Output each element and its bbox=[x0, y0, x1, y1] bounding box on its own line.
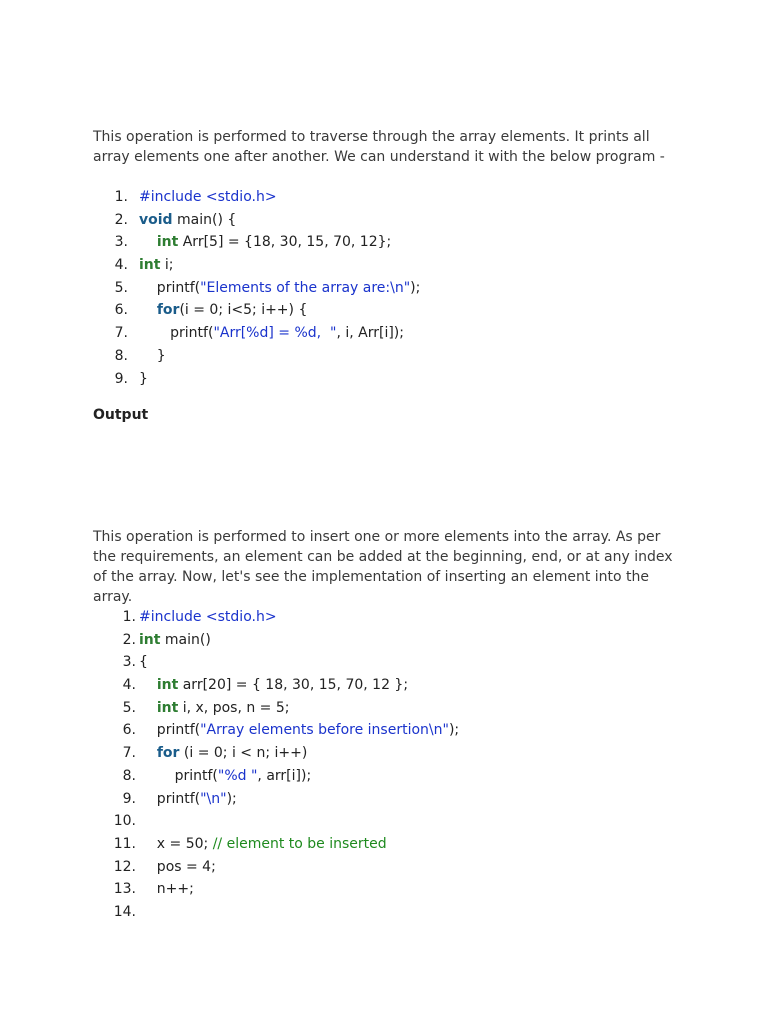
code-keyword: void bbox=[139, 211, 173, 228]
code-token: , i, Arr[i]); bbox=[336, 325, 404, 342]
code-text bbox=[139, 231, 391, 253]
code-token: } bbox=[139, 370, 148, 387]
code-string: "Array elements before insertion\n" bbox=[200, 722, 449, 739]
code-line bbox=[93, 719, 683, 742]
line-number: 14. bbox=[113, 903, 136, 920]
code-token: { bbox=[139, 654, 148, 671]
code-line bbox=[93, 299, 683, 322]
code-line bbox=[93, 322, 683, 345]
code-keyword: int bbox=[139, 631, 161, 648]
insert-description: This operation is performed to insert one or more elements into the array. As per the requirements, an element can be added at the beginning, end, or at any index of the array. Now, let's see the implementation of inserting an element into the array. bbox=[93, 529, 673, 605]
line-number: 13. bbox=[113, 881, 136, 898]
line-number: 8. bbox=[114, 347, 128, 364]
code-comment: // element to be inserted bbox=[212, 835, 387, 852]
code-keyword: for bbox=[156, 745, 180, 762]
code-token: printf( bbox=[139, 279, 201, 296]
code-directive: #include <stdio.h> bbox=[139, 609, 277, 625]
code-token: , arr[i]); bbox=[257, 767, 312, 784]
line-number: 11. bbox=[113, 835, 136, 852]
line-number: 6. bbox=[114, 302, 128, 319]
code-token: pos = 4; bbox=[139, 858, 216, 875]
code-token: printf( bbox=[139, 790, 201, 807]
code-line bbox=[93, 765, 683, 788]
code-token: ); bbox=[226, 790, 237, 807]
code-line bbox=[93, 231, 683, 254]
traverse-description: This operation is performed to traverse through the array elements. It prints all array elements one after another. We can understand it with the below program - bbox=[93, 129, 665, 165]
code-line bbox=[93, 254, 683, 277]
code-line bbox=[93, 901, 683, 924]
line-number: 5. bbox=[122, 699, 136, 716]
line-number: 8. bbox=[122, 767, 136, 784]
code-text bbox=[139, 368, 148, 390]
code-string: "Elements of the array are:\n" bbox=[200, 279, 411, 296]
code-token: printf( bbox=[139, 722, 201, 739]
output-heading: Output bbox=[93, 407, 149, 423]
code-token: (i = 0; i < n; i++) bbox=[179, 745, 308, 762]
code-line bbox=[93, 674, 683, 697]
code-line bbox=[93, 788, 683, 811]
code-text bbox=[139, 186, 277, 208]
code-directive: #include <stdio.h> bbox=[139, 189, 277, 205]
code-token bbox=[139, 677, 157, 693]
line-number: 10. bbox=[113, 813, 136, 830]
code-text bbox=[139, 856, 216, 878]
code-keyword: int bbox=[156, 234, 179, 251]
code-string: "%d " bbox=[217, 767, 258, 784]
code-token: (i = 0; i<5; i++) { bbox=[179, 302, 308, 319]
code-text bbox=[139, 742, 307, 764]
code-line bbox=[93, 186, 683, 209]
line-number: 12. bbox=[113, 858, 136, 875]
code-token: Arr[5] = {18, 30, 15, 70, 12}; bbox=[178, 234, 392, 251]
code-token: main() { bbox=[172, 211, 237, 228]
line-number: 4. bbox=[114, 257, 128, 274]
code-line bbox=[93, 833, 683, 856]
code-line bbox=[93, 810, 683, 833]
code-text bbox=[139, 277, 420, 299]
code-line bbox=[93, 209, 683, 232]
code-token: ); bbox=[448, 722, 460, 739]
code-token bbox=[139, 745, 157, 761]
code-keyword: int bbox=[139, 257, 161, 274]
code-string: "Arr[%d] = %d, " bbox=[213, 325, 337, 342]
code-token: n++; bbox=[139, 881, 194, 898]
code-line bbox=[93, 368, 683, 391]
code-text bbox=[139, 209, 236, 231]
code-token: main() bbox=[160, 631, 211, 648]
line-number: 1. bbox=[114, 189, 128, 205]
code-keyword: int bbox=[156, 699, 179, 716]
code-text bbox=[139, 322, 404, 344]
line-number: 4. bbox=[122, 677, 136, 694]
code-token: i, x, pos, n = 5; bbox=[178, 699, 290, 716]
code-line bbox=[93, 629, 683, 652]
code-token: ); bbox=[410, 279, 421, 296]
code-text bbox=[139, 629, 211, 651]
line-number: 9. bbox=[122, 790, 136, 807]
code-line bbox=[93, 277, 683, 300]
code-token bbox=[139, 234, 157, 250]
code-line bbox=[93, 606, 683, 629]
code-text bbox=[139, 788, 237, 810]
code-text bbox=[139, 606, 277, 628]
code-token: i; bbox=[160, 257, 174, 274]
line-number: 3. bbox=[122, 654, 136, 671]
line-number: 2. bbox=[122, 631, 136, 648]
code-line bbox=[93, 742, 683, 765]
code-keyword: for bbox=[156, 302, 180, 319]
code-line bbox=[93, 697, 683, 720]
code-token bbox=[139, 700, 157, 716]
line-number: 3. bbox=[114, 234, 128, 251]
code-token: x = 50; bbox=[139, 835, 213, 852]
code-keyword: int bbox=[156, 677, 179, 694]
code-token: printf( bbox=[139, 767, 218, 784]
code-text bbox=[139, 833, 387, 855]
code-token: } bbox=[139, 347, 166, 364]
code-line bbox=[93, 651, 683, 674]
line-number: 7. bbox=[114, 325, 128, 342]
code-text bbox=[139, 719, 459, 741]
code-token: printf( bbox=[139, 325, 214, 342]
line-number: 6. bbox=[122, 722, 136, 739]
line-number: 5. bbox=[114, 279, 128, 296]
line-number: 7. bbox=[122, 745, 136, 762]
code-line bbox=[93, 878, 683, 901]
code-text bbox=[139, 254, 174, 276]
code-text bbox=[139, 651, 148, 673]
code-text bbox=[139, 345, 166, 367]
code-text bbox=[139, 765, 311, 787]
traverse-code-listing bbox=[93, 186, 683, 390]
code-line bbox=[93, 345, 683, 368]
line-number: 9. bbox=[114, 370, 128, 387]
line-number: 1. bbox=[122, 609, 136, 625]
code-text bbox=[139, 299, 307, 321]
code-text bbox=[139, 878, 194, 900]
code-token: arr[20] = { 18, 30, 15, 70, 12 }; bbox=[178, 677, 409, 694]
code-string: "\n" bbox=[200, 790, 227, 807]
insert-code-listing bbox=[93, 606, 683, 924]
code-token bbox=[139, 302, 157, 318]
line-number: 2. bbox=[114, 211, 128, 228]
code-text bbox=[139, 697, 289, 719]
code-text bbox=[139, 674, 408, 696]
code-line bbox=[93, 856, 683, 879]
